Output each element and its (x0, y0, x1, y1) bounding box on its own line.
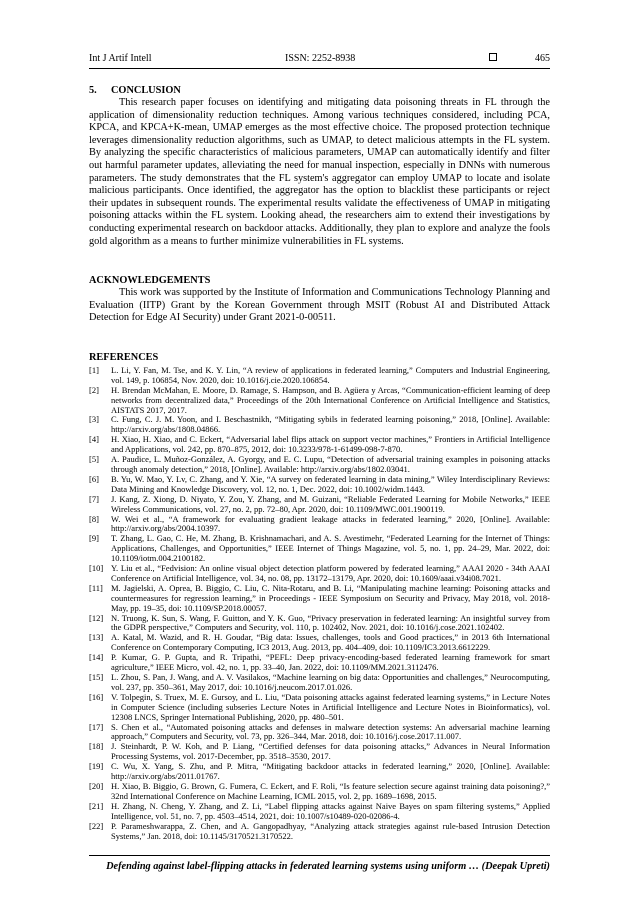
reference-item (89, 495, 550, 515)
reference-number: [16] (89, 691, 104, 702)
reference-text: S. Chen et al., “Automated poisoning attacks and defenses in malware detection systems: An adversarial machine learning approach,” Computers and Security, vol. 73, pp. 326–344, Mar. 2018, doi: 10.1016/j.cose.2017.11.007. (111, 721, 550, 742)
reference-text: P. Kumar, G. P. Gupta, and R. Tripathi, “PEFL: Deep privacy-encoding-based federated learning framework for smart agriculture,” IEEE Micro, vol. 42, no. 1, pp. 33–40, Jan. 2022, doi: 10.1109/MM.2021.3112476. (111, 652, 550, 673)
reference-item (89, 614, 550, 634)
reference-number: [2] (89, 384, 99, 395)
acknowledgements-heading: ACKNOWLEDGEMENTS (89, 275, 211, 287)
reference-text: P. Parameshwarappa, Z. Chen, and A. Gangopadhyay, “Analyzing attack strategies against rule-based Intrusion Detection Systems,” Jan. 2018, doi: 10.1145/3170521.3170522. (111, 820, 550, 841)
reference-text: H. Zhang, N. Cheng, Y. Zhang, and Z. Li, “Label flipping attacks against Naive Bayes on spam filtering systems,” Applied Intelligence, vol. 51, no. 7, pp. 4503–4514, 2021, doi: 10.1007/s10489-020-02086-4. (111, 800, 550, 821)
reference-number: [21] (89, 800, 104, 811)
reference-text: T. Zhang, L. Gao, C. He, M. Zhang, B. Krishnamachari, and A. S. Avestimehr, “Federated Learning for the Internet of Things: Applications, Challenges, and Opportunities,” IEEE Internet of Things Magazine, vol. 5, no. 1, pp. 24–29, Mar. 2022, doi: 10.1109/iotm.004.2100182. (111, 533, 550, 564)
reference-number: [18] (89, 741, 104, 752)
issn: ISSN: 2252-8938 (285, 53, 356, 64)
page-number: 465 (535, 53, 550, 64)
header-rule (89, 68, 550, 69)
reference-number: [11] (89, 582, 103, 593)
page-header (89, 52, 550, 65)
reference-number: [8] (89, 513, 99, 524)
reference-number: [4] (89, 434, 99, 445)
reference-number: [22] (89, 820, 104, 831)
reference-item (89, 742, 550, 762)
reference-item (89, 366, 550, 386)
running-title: Defending against label-flipping attacks in federated learning systems using uniform … (Deepak Upreti) (106, 861, 550, 872)
reference-item (89, 564, 550, 584)
main-content (89, 84, 550, 841)
reference-text: H. Xiao, B. Biggio, G. Brown, G. Fumera, C. Eckert, and F. Roli, “Is feature selection secure against training data poisoning?,” 32nd International Conference on Machine Learning, ICML 2015, vol. 2, pp. 1689–1698, 2015. (111, 780, 550, 801)
reference-item (89, 435, 550, 455)
reference-text: N. Truong, K. Sun, S. Wang, F. Guitton, and Y. K. Guo, “Privacy preservation in federated learning: An insightful survey from the GDPR perspective,” Computers and Security, vol. 110, p. 102402, Nov. 2021, doi: 10.1016/j.cose.2021.102402. (111, 612, 550, 633)
reference-number: [10] (89, 563, 104, 574)
reference-text: Y. Liu et al., “Fedvision: An online visual object detection platform powered by federated learning,” AAAI 2020 - 34th AAAI Conference on Artificial Intelligence, vol. 34, no. 08, pp. 13172–13179, Apr. 2020, doi: 10.1609/aaai.v34i08.7021. (111, 563, 550, 583)
reference-number: [14] (89, 652, 104, 663)
reference-text: W. Wei et al., “A framework for evaluating gradient leakage attacks in federated learning,” 2020, [Online]. Available: http://arxiv.org/abs/2004.10397. (111, 513, 550, 534)
reference-item (89, 584, 550, 614)
reference-number: [1] (89, 364, 99, 375)
reference-item (89, 782, 550, 802)
reference-item (89, 455, 550, 475)
reference-text: J. Steinhardt, P. W. Koh, and P. Liang, “Certified defenses for data poisoning attacks,” Advances in Neural Information Processing Systems, vol. 2017-December, pp. 3518–3530, 2017. (111, 741, 550, 762)
reference-number: [3] (89, 414, 99, 425)
reference-item (89, 653, 550, 673)
reference-item (89, 762, 550, 782)
reference-text: A. Katal, M. Wazid, and R. H. Goudar, “Big data: Issues, challenges, tools and Good practices,” in 2013 6th International Conference on Contemporary Computing, IC3 2013, Aug. 2013, pp. 404–409, doi: 10.1109/IC3.2013.6612229. (111, 632, 550, 653)
reference-item (89, 802, 550, 822)
reference-item (89, 534, 550, 564)
reference-number: [17] (89, 721, 104, 732)
conclusion-heading (89, 84, 550, 97)
reference-number: [19] (89, 761, 104, 772)
acknowledgements-paragraph: This work was supported by the Institute of Information and Communications Technology Planning and Evaluation (IITP) Grant by the Korean Government through MSIT (Robust AI and Distributed Attack Detection for Edge AI Security) under Grant 2021-0-00511. (89, 287, 550, 324)
reference-number: [20] (89, 780, 104, 791)
reference-list (89, 366, 550, 842)
reference-text: J. Kang, Z. Xiong, D. Niyato, Y. Zou, Y. Zhang, and M. Guizani, “Reliable Federated Learning for Mobile Networks,” IEEE Wireless Communications, vol. 27, no. 2, pp. 72–80, Apr. 2020, doi: 10.1109/MWC.001.1900119. (111, 493, 550, 514)
reference-item (89, 693, 550, 723)
conclusion-paragraph: This research paper focuses on identifying and mitigating data poisoning threats in FL through the application of dimensionality reduction techniques. Among various techniques considered, including PCA, KPCA, and KPCA+K-mean, UMAP emerges as the most effective choice. The proposed protection technique leverages dimensionality reduction algorithms, such as UMAP, to detect malicious attempts in the FL system. By analyzing the specific characteristics of malicious parameters, UMAP can automatically identify and filter out harmful parameter updates, alleviating the need for manual inspection, especially in DNNs with numerous parameters. The study demonstrates that the FL system's aggregator can employ UMAP to locate and isolate malicious participants. Once identified, the aggregator has the option to blacklist these participants or reject their updates in subsequent rounds. The experimental results validate the effectiveness of UMAP in mitigating poisoning attacks within the FL system. Looking ahead, the researchers aim to extend their investigations by conducting experimental research on backdoor attacks. Additionally, they plan to explore and analyze the fools gold algorithm as a means to further minimize vulnerabilities in FL systems. (89, 97, 550, 247)
reference-text: C. Wu, X. Yang, S. Zhu, and P. Mitra, “Mitigating backdoor attacks in federated learning,” 2020, [Online]. Available: http://arxiv.org/abs/2011.01767. (111, 761, 550, 782)
section-title: CONCLUSION (111, 85, 181, 96)
footer-rule (89, 855, 550, 856)
reference-item (89, 822, 550, 842)
reference-text: H. Xiao, H. Xiao, and C. Eckert, “Adversarial label flips attack on support vector machines,” Frontiers in Artificial Intelligence and Applications, vol. 242, pp. 870–875, 2012, doi: 10.3233/978-1-61499-098-7-870. (111, 434, 550, 455)
reference-item (89, 386, 550, 416)
reference-number: [15] (89, 672, 104, 682)
reference-number: [6] (89, 473, 99, 484)
reference-text: C. Fung, C. J. M. Yoon, and I. Beschastnikh, “Mitigating sybils in federated learning poisoning,” 2018, [Online]. Available: http://arxiv.org/abs/1808.04866. (111, 414, 550, 435)
reference-item (89, 723, 550, 743)
reference-item (89, 475, 550, 495)
reference-text: L. Zhou, S. Pan, J. Wang, and A. V. Vasilakos, “Machine learning on big data: Opportunities and challenges,” Neurocomputing, vol. 237, pp. 350–361, May 2017, doi: 10.1016/j.neucom.2017.01.026. (111, 672, 550, 692)
reference-item (89, 515, 550, 535)
reference-text: L. Li, Y. Fan, M. Tse, and K. Y. Lin, “A review of applications in federated learning,” Computers and Industrial Engineering, vol. 149, p. 106854, Nov. 2020, doi: 10.1016/j.cie.2020.106854. (111, 364, 550, 385)
reference-text: B. Yu, W. Mao, Y. Lv, C. Zhang, and Y. Xie, “A survey on federated learning in data mining,” Wiley Interdisciplinary Reviews: Data Mining and Knowledge Discovery, vol. 12, no. 1, Dec. 2022, doi: 10.1002/widm.1443. (111, 473, 550, 494)
reference-text: A. Paudice, L. Muñoz-González, A. Gyorgy, and E. C. Lupu, “Detection of adversarial training examples in poisoning attacks through anomaly detection,” 2018, [Online]. Available: http://arxiv.org/abs/1802.03041. (111, 454, 550, 474)
reference-item (89, 415, 550, 435)
references-heading: REFERENCES (89, 351, 159, 363)
reference-number: [7] (89, 493, 99, 504)
reference-text: M. Jagielski, A. Oprea, B. Biggio, C. Liu, C. Nita-Rotaru, and B. Li, “Manipulating machine learning: Poisoning attacks and countermeasures for regression learning,” in Proceedings - IEEE Symposium on Security and Privacy, May 2018, vol. 2018-May, pp. 19–35, doi: 10.1109/SP.2018.00057. (111, 582, 550, 613)
reference-text: H. Brendan McMahan, E. Moore, D. Ramage, S. Hampson, and B. Agüera y Arcas, “Communication-efficient learning of deep networks from decentralized data,” Proceedings of the 20th International Conference on Artificial Intelligence and Statistics, AISTATS 2017, 2017. (111, 384, 550, 415)
reference-text: V. Tolpegin, S. Truex, M. E. Gursoy, and L. Liu, “Data poisoning attacks against federated learning systems,” in Lecture Notes in Computer Science (including subseries Lecture Notes in Artificial Intelligence and Lecture Notes in Bioinformatics), vol. 12308 LNCS, Springer International Publishing, 2020, pp. 480–501. (111, 691, 550, 722)
reference-number: [9] (89, 533, 99, 544)
section-number: 5. (89, 85, 97, 96)
reference-number: [13] (89, 632, 104, 643)
reference-number: [5] (89, 454, 99, 465)
reference-item (89, 633, 550, 653)
reference-item (89, 673, 550, 693)
checkbox-square-icon (489, 53, 497, 61)
journal-name: Int J Artif Intell (89, 53, 152, 64)
reference-number: [12] (89, 612, 104, 623)
